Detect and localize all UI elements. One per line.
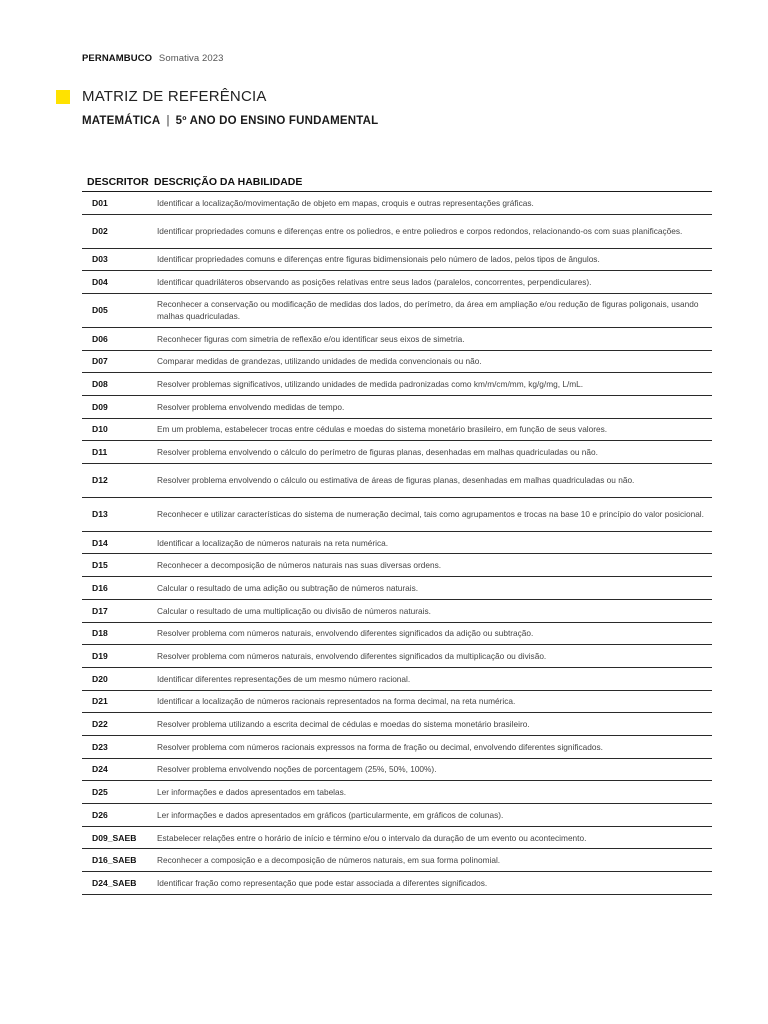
descriptor-text: Em um problema, estabelecer trocas entre cédulas e moedas do sistema monetário brasileiro, em função de seus valores. [157, 424, 608, 435]
table-row [82, 600, 712, 623]
descriptor-code: D12 [92, 475, 108, 486]
descriptor-text: Ler informações e dados apresentados em tabelas. [157, 787, 347, 798]
descriptor-text: Resolver problema utilizando a escrita decimal de cédulas e moedas do sistema monetário brasileiro. [157, 719, 530, 730]
table-row [82, 577, 712, 600]
table-row [82, 373, 712, 396]
descriptor-text: Identificar fração como representação que pode estar associada a diferentes significados. [157, 877, 488, 888]
descriptor-text: Resolver problema com números naturais, envolvendo diferentes significados da multiplicação ou divisão. [157, 651, 547, 662]
descriptor-text: Identificar quadriláteros observando as posições relativas entre seus lados (paralelos, concorrentes, perpendiculares). [157, 277, 592, 288]
descriptor-code: D17 [92, 605, 108, 616]
table-row [82, 668, 712, 691]
descriptor-text: Identificar propriedades comuns e diferenças entre os poliedros, e entre poliedros e corpos redondos, relacionando-os com suas planificações. [157, 226, 683, 237]
table-row [82, 623, 712, 646]
title-row [56, 88, 267, 105]
table-row [82, 827, 712, 850]
subtitle-separator: | [166, 115, 170, 127]
table-header [82, 168, 712, 192]
table-row [82, 215, 712, 249]
descriptor-code: D24 [92, 764, 108, 775]
descriptor-text: Identificar a localização de números naturais na reta numérica. [157, 537, 389, 548]
descriptor-text: Resolver problema com números naturais, envolvendo diferentes significados da adição ou subtração. [157, 628, 534, 639]
descriptor-text: Identificar propriedades comuns e diferenças entre figuras bidimensionais pelo número de lados, pelos tipos de ângulos. [157, 254, 600, 265]
descriptor-code: D19 [92, 651, 108, 662]
descriptor-code: D06 [92, 333, 108, 344]
descriptor-text: Resolver problema envolvendo o cálculo do perímetro de figuras planas, desenhadas em malhas quadriculadas ou não. [157, 447, 598, 458]
descriptor-code: D03 [92, 254, 108, 265]
descriptor-code: D13 [92, 509, 108, 520]
table-row [82, 396, 712, 419]
descriptor-code: D14 [92, 537, 108, 548]
page-title: MATRIZ DE REFERÊNCIA [82, 88, 267, 105]
descriptor-code: D23 [92, 741, 108, 752]
descriptor-code: D20 [92, 673, 108, 684]
table-row [82, 849, 712, 872]
descriptor-code: D16_SAEB [92, 855, 137, 866]
descriptor-code: D26 [92, 809, 108, 820]
table-row [82, 249, 712, 272]
descriptor-text: Resolver problema envolvendo medidas de tempo. [157, 401, 345, 412]
descriptor-code: D02 [92, 226, 108, 237]
table-row [82, 781, 712, 804]
grade-label: 5º ANO DO ENSINO FUNDAMENTAL [175, 115, 379, 127]
descriptor-code: D07 [92, 356, 108, 367]
descriptor-text: Reconhecer a conservação ou modificação de medidas dos lados, do perímetro, da área em ampliação e/ou redução de figuras poligonais, usando malhas quadriculadas. [157, 299, 699, 322]
table-row [82, 498, 712, 532]
page-subtitle [82, 115, 378, 127]
descriptor-code: D24_SAEB [92, 877, 137, 888]
descriptor-code: D09_SAEB [92, 832, 137, 843]
descriptor-code: D11 [92, 447, 108, 458]
descriptor-text: Resolver problemas significativos, utilizando unidades de medida padronizadas como km/m/cm/mm, kg/g/mg, L/mL. [157, 379, 584, 390]
descriptor-text: Comparar medidas de grandezas, utilizando unidades de medida convencionais ou não. [157, 356, 482, 367]
table-row [82, 351, 712, 374]
table-row [82, 271, 712, 294]
descriptor-code: D21 [92, 696, 108, 707]
descriptor-code: D15 [92, 560, 108, 571]
table-row [82, 691, 712, 714]
descriptor-text: Reconhecer figuras com simetria de reflexão e/ou identificar seus eixos de simetria. [157, 333, 465, 344]
descriptor-code: D10 [92, 424, 108, 435]
table-row [82, 872, 712, 895]
descriptor-code: D18 [92, 628, 108, 639]
descriptor-text: Resolver problema envolvendo noções de porcentagem (25%, 50%, 100%). [157, 764, 437, 775]
descriptor-code: D25 [92, 787, 108, 798]
descriptor-code: D04 [92, 277, 108, 288]
table-row [82, 759, 712, 782]
descriptor-text: Estabelecer relações entre o horário de início e término e/ou o intervalo da duração de um evento ou acontecimento. [157, 832, 587, 843]
table-row [82, 736, 712, 759]
descriptor-text: Resolver problema com números racionais expressos na forma de fração ou decimal, envolvendo diferentes significados. [157, 741, 603, 752]
descriptor-text: Identificar a localização/movimentação de objeto em mapas, croquis e outras representações gráficas. [157, 197, 534, 208]
subject-label: MATEMÁTICA [82, 115, 161, 127]
brand-label: PERNAMBUCO [82, 53, 153, 64]
edition-label: Somativa 2023 [158, 53, 224, 64]
table-row [82, 645, 712, 668]
descriptor-code: D09 [92, 401, 108, 412]
descriptor-code: D08 [92, 379, 108, 390]
table-row [82, 441, 712, 464]
document-header-line [82, 53, 224, 64]
descriptor-text: Reconhecer a decomposição de números naturais nas suas diversas ordens. [157, 560, 442, 571]
descriptor-table [82, 168, 712, 895]
table-row [82, 294, 712, 328]
descriptor-code: D22 [92, 719, 108, 730]
table-row [82, 532, 712, 555]
header-descriptor: DESCRITOR [87, 176, 149, 188]
descriptor-code: D16 [92, 582, 108, 593]
table-row [82, 554, 712, 577]
table-row [82, 419, 712, 442]
descriptor-text: Ler informações e dados apresentados em gráficos (particularmente, em gráficos de colunas). [157, 809, 504, 820]
table-row [82, 804, 712, 827]
descriptor-text: Reconhecer e utilizar características do sistema de numeração decimal, tais como agrupamentos e trocas na base 10 e princípio do valor posicional. [157, 509, 704, 520]
yellow-square-icon [56, 90, 70, 104]
descriptor-text: Calcular o resultado de uma adição ou subtração de números naturais. [157, 582, 419, 593]
table-row [82, 328, 712, 351]
table-row [82, 464, 712, 498]
descriptor-code: D01 [92, 197, 108, 208]
descriptor-text: Reconhecer a composição e a decomposição de números naturais, em sua forma polinomial. [157, 855, 501, 866]
descriptor-text: Identificar diferentes representações de um mesmo número racional. [157, 673, 411, 684]
table-row [82, 713, 712, 736]
table-row [82, 192, 712, 215]
header-description: DESCRIÇÃO DA HABILIDADE [154, 176, 303, 188]
descriptor-text: Identificar a localização de números racionais representados na forma decimal, na reta numérica. [157, 696, 516, 707]
descriptor-text: Calcular o resultado de uma multiplicação ou divisão de números naturais. [157, 605, 431, 616]
descriptor-text: Resolver problema envolvendo o cálculo ou estimativa de áreas de figuras planas, desenhadas em malhas quadriculadas ou não. [157, 475, 635, 486]
descriptor-code: D05 [92, 305, 108, 316]
